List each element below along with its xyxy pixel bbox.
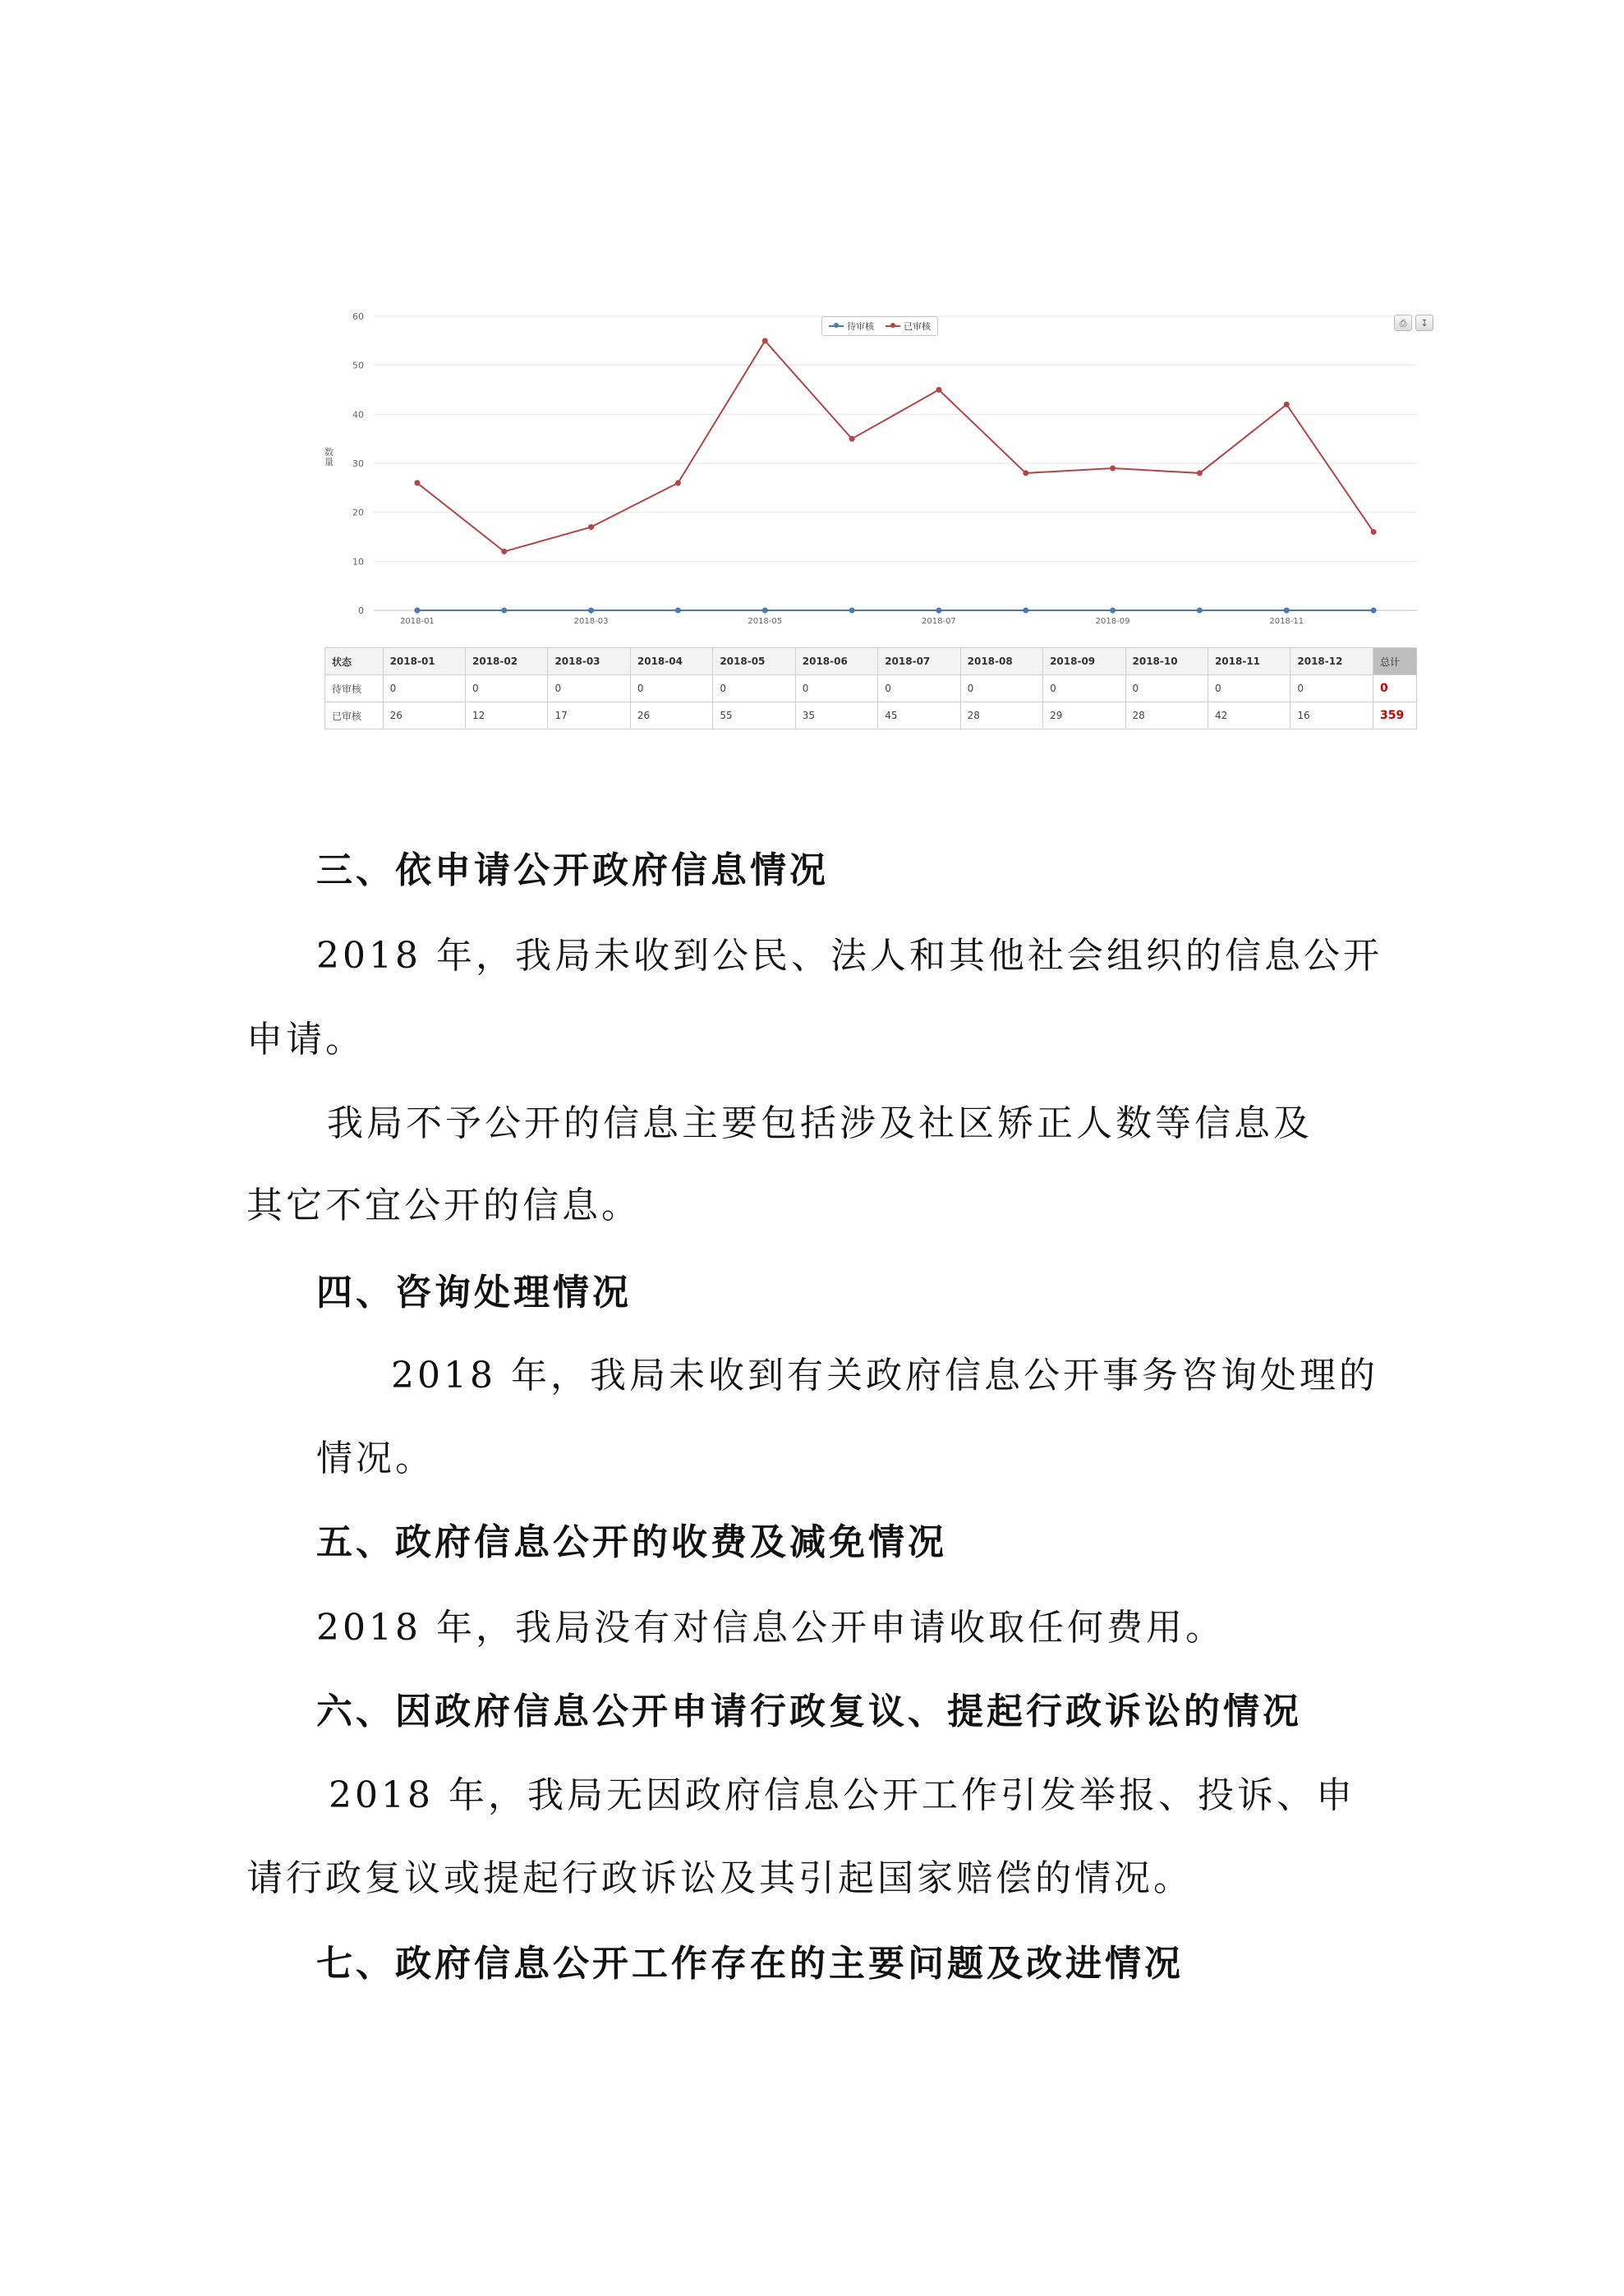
table-cell: 28 (1125, 702, 1208, 729)
paragraph-6-line2: 请行政复议或提起行政诉讼及其引起国家赔偿的情况。 (246, 1857, 1193, 1899)
table-cell: 0 (466, 675, 548, 702)
data-point (414, 608, 420, 614)
legend-item-approved[interactable] (886, 320, 931, 333)
chart-legend (821, 316, 938, 336)
line-chart (324, 308, 1433, 637)
data-point (1284, 402, 1290, 407)
legend-approved-label: 已审核 (904, 321, 931, 332)
table-header-cell: 2018-04 (630, 648, 712, 675)
table-cell: 16 (1290, 702, 1373, 729)
data-point (1371, 529, 1377, 535)
legend-item-pending[interactable] (829, 320, 874, 333)
data-point (762, 608, 768, 614)
data-point (675, 608, 681, 614)
table-cell: 0 (630, 675, 712, 702)
table-row (325, 675, 1417, 702)
table-header-row (325, 648, 1417, 675)
section-heading-7: 七、政府信息公开工作存在的主要问题及改进情况 (316, 1943, 1184, 1985)
table-header-cell: 2018-09 (1043, 648, 1125, 675)
table-cell: 55 (713, 702, 795, 729)
series-line-approved (417, 341, 1373, 552)
paragraph-4-line1: 2018 年，我局未收到有关政府信息公开事务咨询处理的 (391, 1355, 1378, 1396)
x-tick-label: 2018-03 (573, 617, 609, 626)
data-point (501, 608, 507, 614)
legend-pending-swatch (829, 325, 844, 327)
x-tick-label: 2018-09 (1095, 617, 1130, 626)
table-header-cell: 2018-05 (713, 648, 795, 675)
table-header-cell: 2018-07 (878, 648, 960, 675)
data-point (1371, 608, 1377, 614)
data-point (588, 608, 594, 614)
table-cell: 0 (1208, 675, 1290, 702)
data-point (1284, 608, 1290, 614)
table-cell: 45 (878, 702, 960, 729)
table-header-cell: 2018-03 (548, 648, 630, 675)
table-header-cell: 2018-12 (1290, 648, 1373, 675)
stats-table (324, 647, 1417, 729)
y-tick-label: 60 (352, 311, 364, 322)
table-header-cell: 状态 (325, 648, 384, 675)
x-tick-label: 2018-01 (400, 617, 435, 626)
table-header-cell: 2018-02 (466, 648, 548, 675)
data-point (1023, 608, 1028, 614)
table-cell: 0 (878, 675, 960, 702)
paragraph-3a-line1: 2018 年，我局未收到公民、法人和其他社会组织的信息公开 (316, 935, 1382, 977)
paragraph-3b-line2: 其它不宜公开的信息。 (246, 1185, 641, 1226)
data-point (1023, 470, 1028, 476)
table-cell: 0 (960, 675, 1042, 702)
table-total-cell: 359 (1373, 702, 1417, 729)
table-cell: 42 (1208, 702, 1290, 729)
data-point (1110, 608, 1116, 614)
table-cell: 0 (713, 675, 795, 702)
data-point (414, 480, 420, 485)
y-tick-label: 10 (352, 556, 364, 568)
paragraph-3a-line2: 申请。 (246, 1019, 365, 1061)
table-cell: 29 (1043, 702, 1125, 729)
data-point (762, 338, 768, 343)
table-header-cell: 2018-11 (1208, 648, 1290, 675)
paragraph-3b-line1: 我局不予公开的信息主要包括涉及社区矫正人数等信息及 (327, 1102, 1313, 1144)
print-icon[interactable]: ⎙ (1394, 315, 1412, 331)
data-point (675, 480, 681, 485)
table-header-total: 总计 (1373, 648, 1417, 675)
y-tick-label: 0 (358, 605, 364, 616)
table-header-cell: 2018-01 (383, 648, 465, 675)
data-point (1197, 470, 1203, 476)
table-cell: 0 (1125, 675, 1208, 702)
data-point (1110, 465, 1116, 471)
table-total-cell: 0 (1373, 675, 1417, 702)
paragraph-5: 2018 年，我局没有对信息公开申请收取任何费用。 (316, 1607, 1225, 1649)
legend-approved-swatch (886, 325, 900, 327)
x-tick-label: 2018-05 (748, 617, 783, 626)
x-tick-label: 2018-11 (1269, 617, 1304, 626)
x-tick-label: 2018-07 (922, 617, 956, 626)
data-point (588, 524, 594, 530)
legend-pending-label: 待审核 (847, 321, 874, 332)
data-point (849, 608, 855, 614)
table-row (325, 702, 1417, 729)
review-status-chart (324, 308, 1433, 653)
section-heading-4: 四、咨询处理情况 (316, 1272, 632, 1314)
table-cell: 已审核 (325, 702, 384, 729)
data-point (936, 387, 941, 393)
table-cell: 0 (795, 675, 877, 702)
paragraph-6-line1: 2018 年，我局无因政府信息公开工作引发举报、投诉、申 (329, 1774, 1355, 1816)
download-icon[interactable]: ↧ (1415, 315, 1433, 331)
table-header-cell: 2018-10 (1125, 648, 1208, 675)
y-axis-label: 数量 (324, 447, 334, 467)
table-cell: 28 (960, 702, 1042, 729)
table-cell: 35 (795, 702, 877, 729)
section-heading-3: 三、依申请公开政府信息情况 (316, 849, 829, 891)
section-heading-5: 五、政府信息公开的收费及减免情况 (316, 1521, 947, 1563)
table-cell: 26 (630, 702, 712, 729)
table-header-cell: 2018-08 (960, 648, 1042, 675)
table-cell: 0 (1043, 675, 1125, 702)
table-cell: 12 (466, 702, 548, 729)
chart-toolbar (1394, 315, 1433, 331)
data-point (936, 608, 941, 614)
y-tick-label: 40 (352, 409, 364, 421)
y-tick-label: 50 (352, 360, 364, 371)
table-cell: 0 (383, 675, 465, 702)
table-cell: 待审核 (325, 675, 384, 702)
table-cell: 26 (383, 702, 465, 729)
y-tick-label: 30 (352, 458, 364, 469)
section-heading-6: 六、因政府信息公开申请行政复议、提起行政诉讼的情况 (316, 1691, 1302, 1732)
y-tick-label: 20 (352, 507, 364, 518)
table-header-cell: 2018-06 (795, 648, 877, 675)
table-cell: 17 (548, 702, 630, 729)
table-cell: 0 (548, 675, 630, 702)
table-cell: 0 (1290, 675, 1373, 702)
data-point (501, 549, 507, 554)
paragraph-4-line2: 情况。 (316, 1438, 435, 1479)
data-point (1197, 608, 1203, 614)
data-point (849, 436, 855, 442)
